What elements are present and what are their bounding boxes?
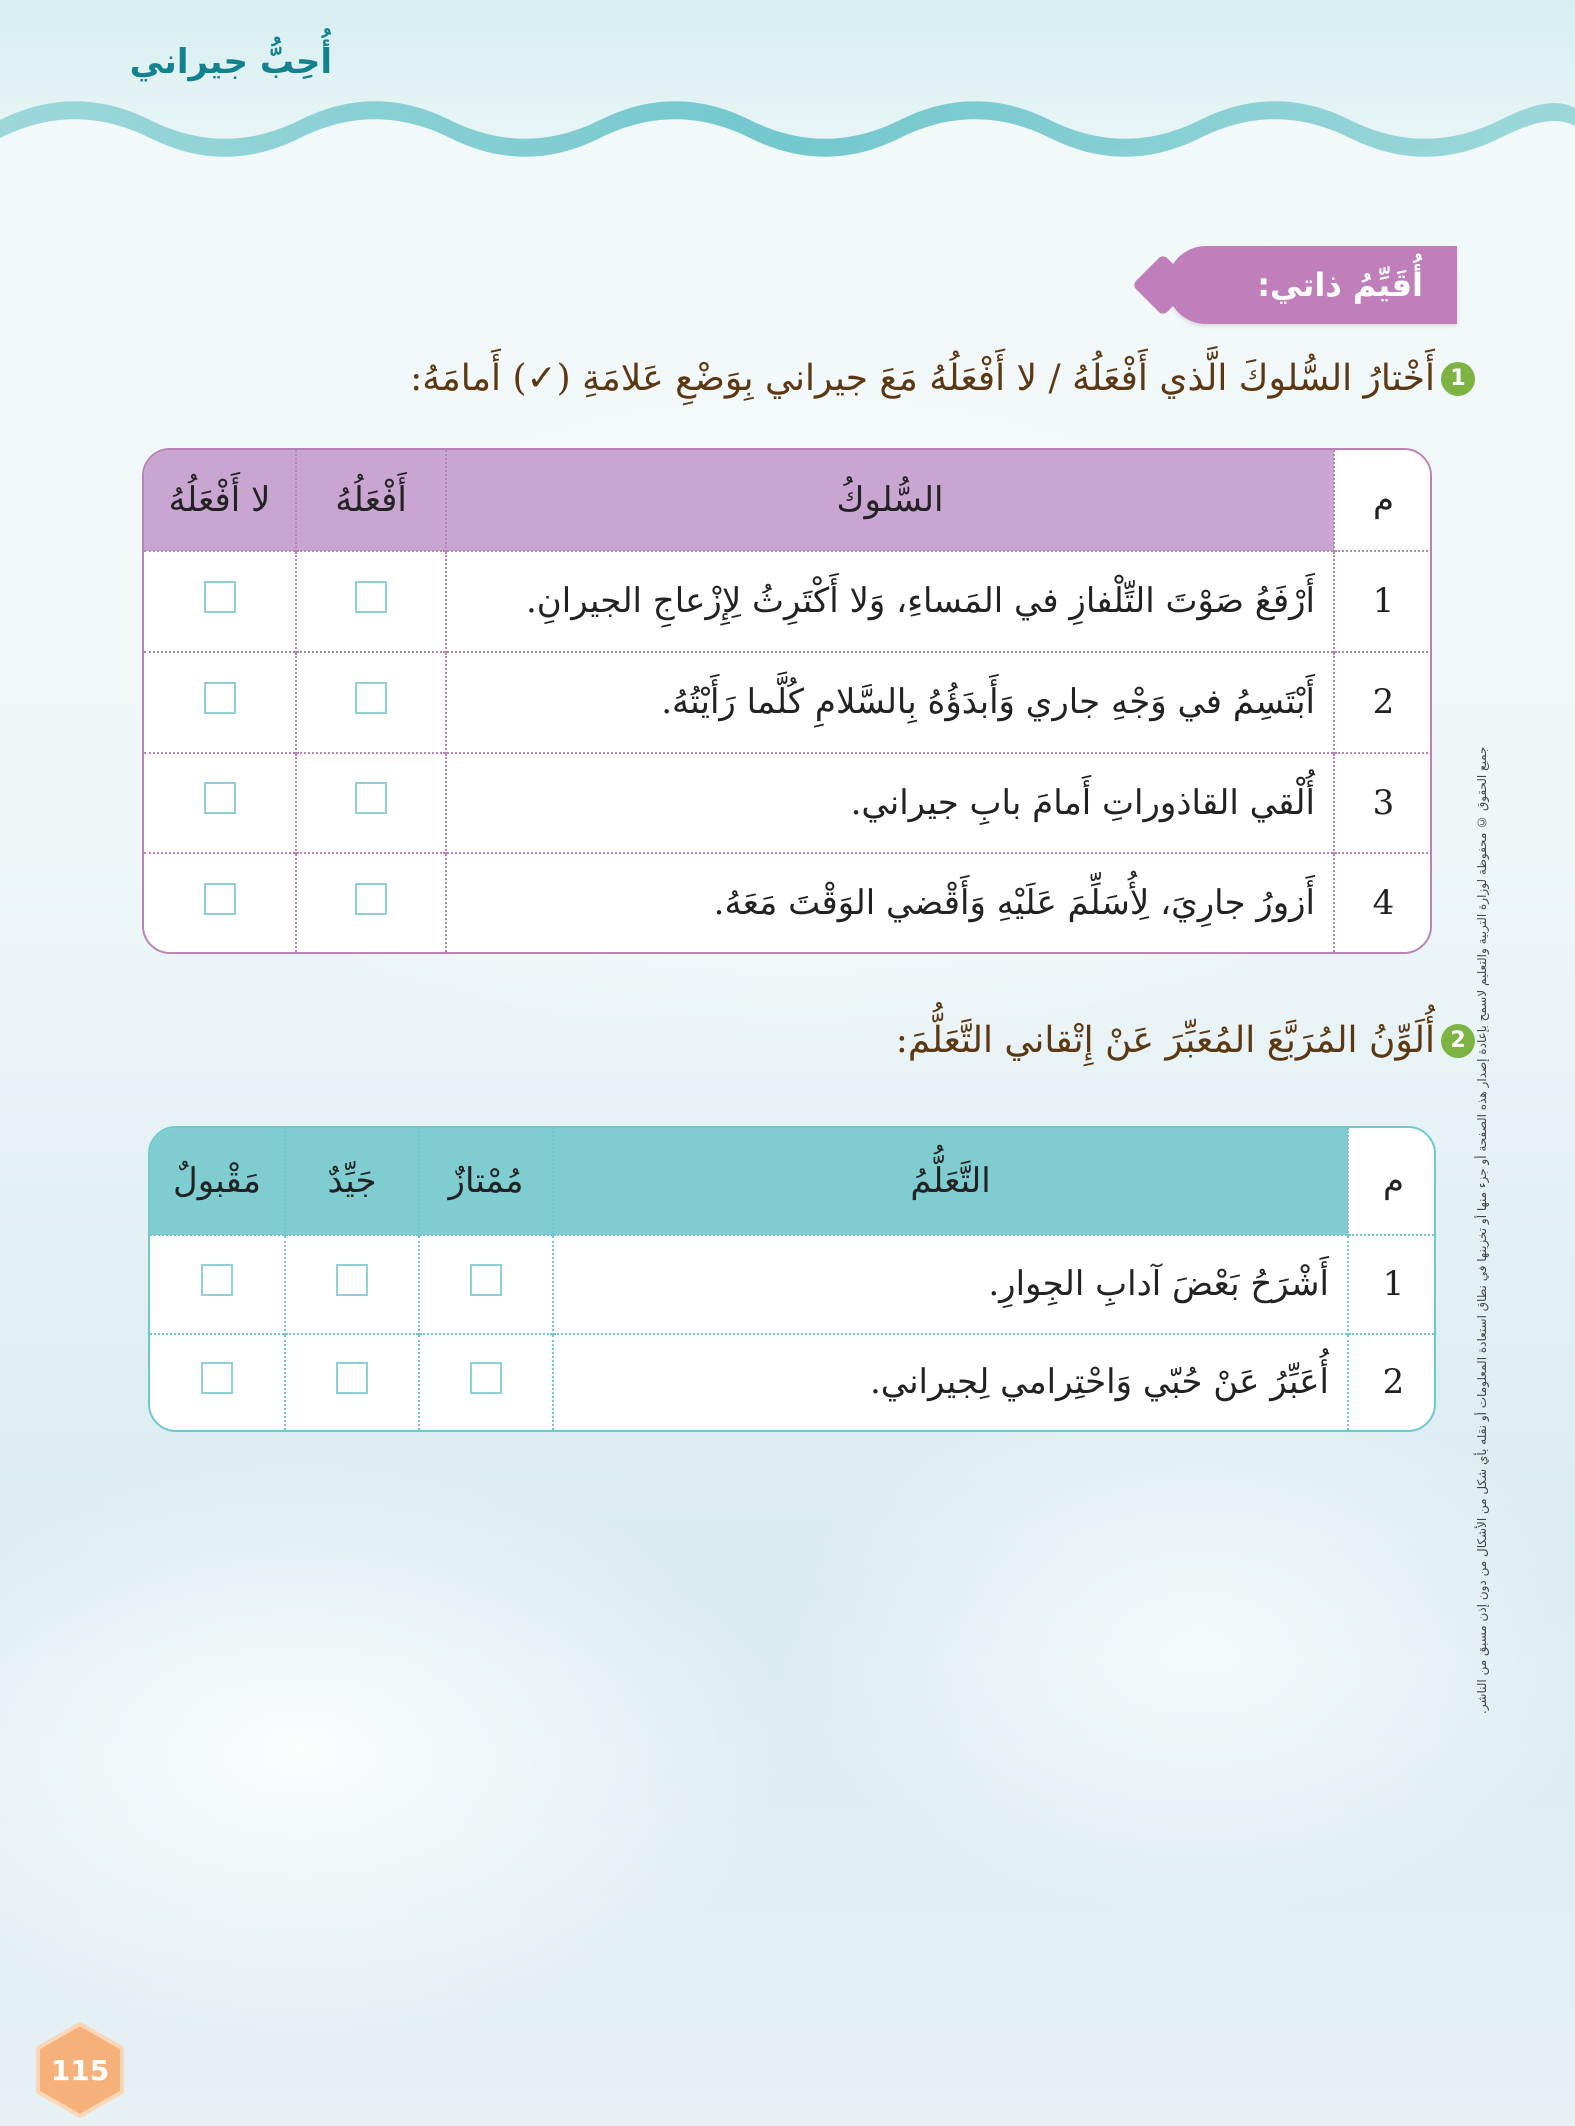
dont-checkbox[interactable]	[204, 883, 236, 915]
row-num: 3	[1334, 753, 1432, 854]
row-text: أَشْرَحُ بَعْضَ آدابِ الجِوارِ.	[553, 1235, 1348, 1334]
copyright-note: جميع الحقوق © محفوظة لوزارة التربية والتعليم لاسمح بإعادة إصدار هذه الصفحة أو جزء منها أو تخزينها في نطاق استعادة المعلومات أو نقله بأي شكل من الأشكال من دون إذن مسبق من الناشر.	[1475, 746, 1489, 1714]
header-learning: التَّعَلُّمُ	[553, 1128, 1348, 1235]
row-num: 2	[1334, 652, 1432, 753]
header-excellent: مُمْتازٌ	[419, 1128, 553, 1235]
row-num: 4	[1334, 853, 1432, 952]
row-text: أُلْقي القاذوراتِ أَمامَ بابِ جيراني.	[446, 753, 1334, 854]
header-num: م	[1334, 450, 1432, 551]
good-checkbox[interactable]	[336, 1362, 368, 1394]
header-acceptable: مَقْبولٌ	[150, 1128, 285, 1235]
table-header-row	[144, 450, 1432, 551]
behavior-table	[142, 448, 1432, 954]
excellent-checkbox[interactable]	[470, 1264, 502, 1296]
dont-checkbox[interactable]	[204, 782, 236, 814]
row-num: 1	[1348, 1235, 1436, 1334]
row-num: 2	[1348, 1334, 1436, 1430]
page-header-title: أُحِبُّ جيراني	[129, 42, 332, 82]
header-good: جَيِّدٌ	[285, 1128, 419, 1235]
acceptable-checkbox[interactable]	[201, 1264, 233, 1296]
self-assessment-tab	[1167, 246, 1457, 324]
row-text: أَبْتَسِمُ في وَجْهِ جاري وَأَبدَؤُهُ بِالسَّلامِ كُلَّما رَأَيْتُهُ.	[446, 652, 1334, 753]
table-header-row	[150, 1128, 1436, 1235]
header-num: م	[1348, 1128, 1436, 1235]
table-row	[144, 551, 1432, 652]
dont-checkbox[interactable]	[204, 581, 236, 613]
question-1-text: أَخْتارُ السُّلوكَ الَّذي أَفْعَلُهُ / لا أَفْعَلُهُ مَعَ جيراني بِوَضْعِ عَلامَةِ (✓) أَمامَهُ:	[410, 358, 1435, 399]
row-num: 1	[1334, 551, 1432, 652]
table-row	[144, 753, 1432, 854]
do-checkbox[interactable]	[355, 883, 387, 915]
do-checkbox[interactable]	[355, 782, 387, 814]
page-number: 115	[50, 2053, 110, 2087]
row-text: أُعَبِّرُ عَنْ حُبّي وَاحْتِرامي لِجيراني.	[553, 1334, 1348, 1430]
good-checkbox[interactable]	[336, 1264, 368, 1296]
row-text: أَرْفَعُ صَوْتَ التِّلْفازِ في المَساءِ، وَلا أَكْتَرِثُ لِإِزْعاجِ الجيرانِ.	[446, 551, 1334, 652]
header-behavior: السُّلوكُ	[446, 450, 1334, 551]
table-row	[150, 1235, 1436, 1334]
do-checkbox[interactable]	[355, 682, 387, 714]
header-do: أَفْعَلُهُ	[296, 450, 446, 551]
do-checkbox[interactable]	[355, 581, 387, 613]
question-1-title	[410, 358, 1475, 399]
row-text: أَزورُ جارِيَ، لِأُسَلِّمَ عَلَيْهِ وَأَقْضي الوَقْتَ مَعَهُ.	[446, 853, 1334, 952]
question-2-text: أُلَوِّنُ المُرَبَّعَ المُعَبِّرَ عَنْ إِتْقاني التَّعَلُّمَ:	[895, 1020, 1435, 1061]
question-1-number: 1	[1441, 362, 1475, 396]
table-row	[150, 1334, 1436, 1430]
learning-table	[148, 1126, 1436, 1432]
self-assessment-label: أُقَيِّمُ ذاتي:	[1257, 266, 1423, 304]
header-band	[0, 0, 1575, 200]
question-2-title	[896, 1020, 1475, 1061]
dont-checkbox[interactable]	[204, 682, 236, 714]
header-dont: لا أَفْعَلُهُ	[144, 450, 296, 551]
header-wave	[0, 0, 1575, 200]
table-row	[144, 853, 1432, 952]
table-row	[144, 652, 1432, 753]
acceptable-checkbox[interactable]	[201, 1362, 233, 1394]
question-2-number: 2	[1441, 1024, 1475, 1058]
page-number-badge	[30, 2020, 130, 2120]
excellent-checkbox[interactable]	[470, 1362, 502, 1394]
